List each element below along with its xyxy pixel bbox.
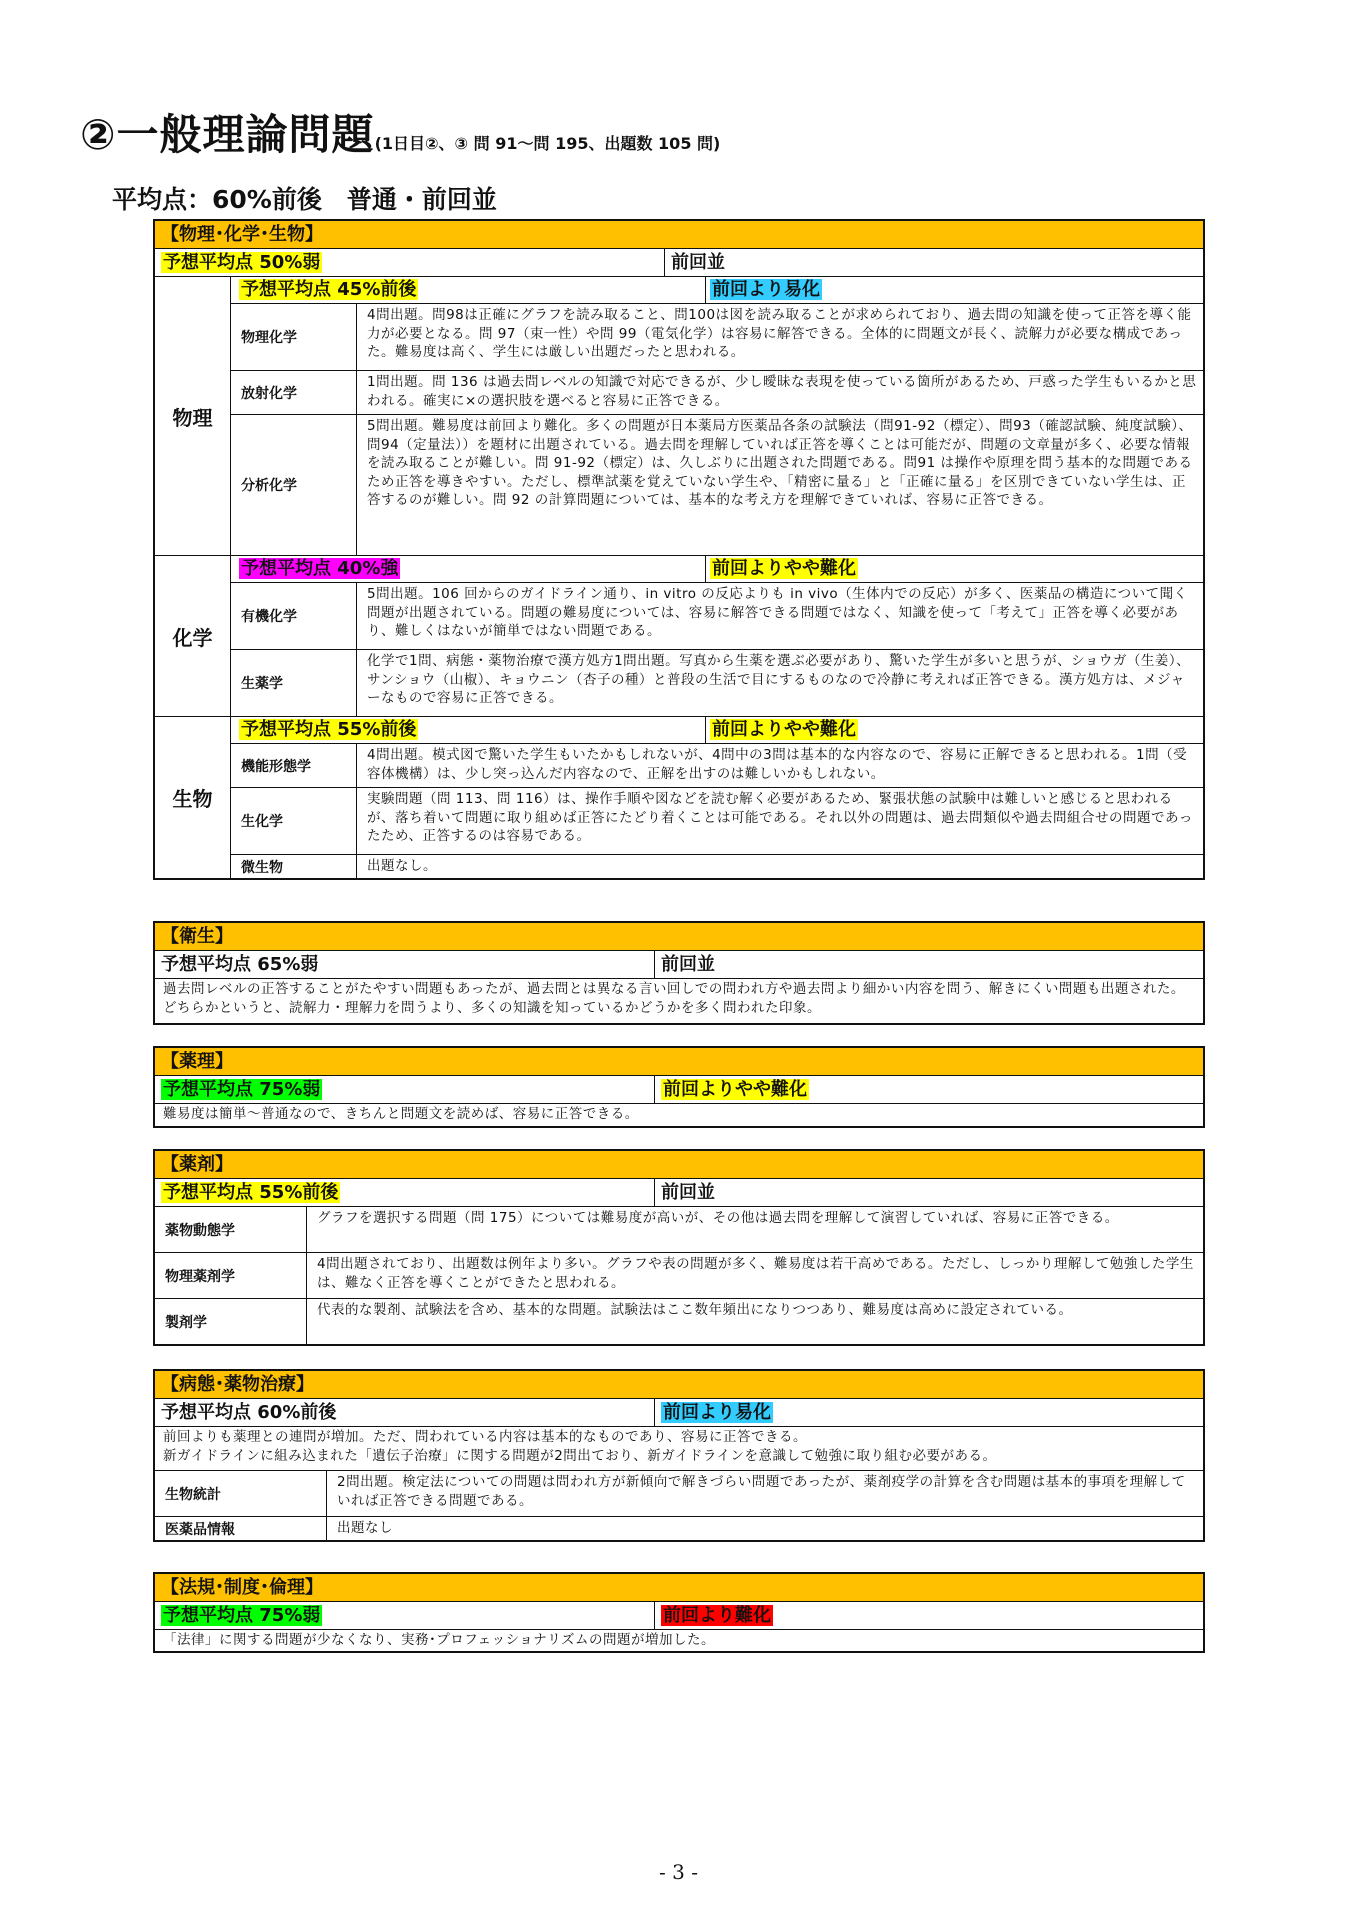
phys-chem-bio-block [153,219,1205,880]
section-summary-row [231,556,1203,582]
block-summary-row [155,248,1203,276]
category-header: 【物理･化学･生物】 [155,221,1203,248]
comment-line: 新ガイドラインに組み込まれた「遺伝子治療」に関する問題が2問出ており、新ガイドラインを意識して勉強に取り組む必要がある。 [163,1448,997,1464]
comparison: 前回より易化 [712,279,820,300]
subject-comment: 2問出題。検定法についての問題は問われ方が新傾向で解きづらい問題であったが、薬剤疫学の計算を含む問題は基本的事項を理解していれば正答できる問題である。 [337,1474,1186,1509]
section-biology [155,716,1203,878]
subject-label: 薬物動態学 [155,1207,307,1252]
subject-row [231,649,1203,716]
category-header: 【衛生】 [155,923,1203,950]
block-comment: 過去問レベルの正答することがたやすい問題もあったが、過去問とは異なる言い回しでの問われ方や過去問より細かい内容を問う、解きにくい問題も出題された。どちらかというと、読解力・理解力を問うより、多くの知識を知っているかどうかを多く問われた印象。 [155,978,1203,1023]
subject-label: 物理化学 [231,304,357,370]
subject-label: 生薬学 [231,650,357,716]
subject-row [155,1206,1203,1252]
subject-row [155,1298,1203,1344]
expected-score: 予想平均点 55%前後 [163,1182,339,1203]
title-main: ②一般理論問題 [80,110,375,159]
comparison: 前回並 [661,1182,715,1203]
subject-comment: 4問出題。模式図で驚いた学生もいたかもしれないが、4問中の3問は基本的な内容なので、容易に正解できると思われる。1問（受容体機構）は、少し突っ込んだ内容なので、正解を出すのは難しいかもしれない。 [367,747,1188,782]
comparison: 前回より易化 [663,1402,771,1423]
law-block [153,1572,1205,1653]
block-summary-row [155,1178,1203,1206]
section-label: 生物 [155,717,231,878]
block-summary-row [155,950,1203,978]
subject-label: 微生物 [231,855,357,878]
block-summary-row [155,1601,1203,1629]
comparison: 前回並 [671,252,725,273]
block-summary-row [155,1398,1203,1426]
subject-label: 機能形態学 [231,744,357,787]
expected-score: 予想平均点 75%弱 [163,1605,321,1626]
category-header: 【病態･薬物治療】 [155,1371,1203,1398]
subject-comment: 化学で1問、病態・薬物治療で漢方処方1問出題。写真から生薬を選ぶ必要があり、驚いた学生が多いと思うが、ショウガ（生姜）、サンショウ（山椒）、キョウニン（杏子の種）と普段の生活で目にするものなので冷静に考えれば正答できる。漢方処方は、メジャーなもので容易に正答できる。 [367,653,1191,707]
page-number: - 3 - [659,1860,698,1884]
subject-comment: 出題なし。 [367,858,437,874]
section-label: 物理 [155,277,231,555]
section-chemistry [155,555,1203,716]
expected-score: 予想平均点 60%前後 [155,1399,655,1426]
subject-comment: 4問出題されており、出題数は例年より多い。グラフや表の問題が多く、難易度は若干高めである。ただし、しっかり理解して勉強した学生は、難なく正答を導くことができたと思われる。 [317,1256,1194,1291]
subject-label: 分析化学 [231,415,357,555]
subject-row [231,743,1203,787]
comparison: 前回並 [661,954,715,975]
subject-comment: 実験問題（問 113、問 116）は、操作手順や図などを読む解く必要があるため、緊張状態の試験中は難しいと感じると思われるが、落ち着いて問題に取り組めば正答にたどり着くことは可能である。それ以外の問題は、過去問類似や過去問組合せの問題であったため、正答するのは容易である。 [367,791,1193,845]
pharmaceutics-block [153,1149,1205,1346]
subject-row [231,303,1203,370]
comparison: 前回より難化 [663,1605,771,1626]
expected-score: 予想平均点 45%前後 [241,279,417,300]
subject-row [231,854,1203,878]
section-summary-row [231,277,1203,303]
expected-score: 予想平均点 40%強 [241,558,399,579]
subject-label: 生物統計 [155,1471,327,1516]
block-summary-row [155,1075,1203,1103]
subject-label: 製剤学 [155,1299,307,1344]
subject-label: 生化学 [231,788,357,854]
comment-line: 前回よりも薬理との連問が増加。ただ、問われている内容は基本的なものであり、容易に正答できる。 [163,1429,807,1445]
expected-score: 予想平均点 65%弱 [155,951,655,978]
subject-row [155,1516,1203,1540]
pharmacology-block [153,1046,1205,1128]
block-comment [155,1426,1203,1470]
subject-row [231,414,1203,555]
overall-average: 平均点：60%前後 普通・前回並 [112,185,497,214]
subject-comment: グラフを選択する問題（問 175）については難易度が高いが、その他は過去問を理解して演習していれば、容易に正答できる。 [317,1210,1119,1226]
block-comment: 難易度は簡単〜普通なので、きちんと問題文を読めば、容易に正答できる。 [155,1103,1203,1126]
subject-comment: 1問出題。問 136 は過去問レベルの知識で対応できるが、少し曖昧な表現を使っている箇所があるため、戸惑った学生もいるかと思われる。確実に×の選択肢を選べると容易に正答できる。 [367,374,1197,409]
comparison: 前回よりやや難化 [712,558,856,579]
subject-row [231,582,1203,649]
comparison: 前回よりやや難化 [712,719,856,740]
subject-row [155,1252,1203,1298]
expected-score: 予想平均点 75%弱 [163,1079,321,1100]
section-physics [155,276,1203,555]
subject-comment: 出題なし [337,1520,393,1536]
hygiene-block [153,921,1205,1025]
subject-label: 有機化学 [231,583,357,649]
subject-comment: 代表的な製剤、試験法を含め、基本的な問題。試験法はここ数年頻出になりつつあり、難易度は高めに設定されている。 [317,1302,1073,1318]
subject-comment: 5問出題。難易度は前回より難化。多くの問題が日本薬局方医薬品各条の試験法（問91-92（標定）、問93（確認試験、純度試験）、問94（定量法））を題材に出題されている。過去問を理解していれば正答を導くことは可能だが、問題の文章量が多く、必要な情報を読み取ることが難しい。問 91-92（標定）は、久しぶりに出題された問題である。問91 は操作や原理を問う基本的な問題であるため正答を導きやすい。ただし、標準試薬を覚えていない学生や、「精密に量る」と「正確に量る」を区別できていない学生は、正答するのが難しい。問 92 の計算問題については、基本的な考え方を理解できていれば、容易に正答できる。 [367,418,1193,509]
title-subtitle: (1日目②、③ 問 91〜問 195、出題数 105 問) [374,134,721,153]
subject-comment: 4問出題。問98は正確にグラフを読み取ること、問100は図を読み取ることが求められており、過去問の知識を使って正答を導く能力が必要となる。問 97（束一性）や問 99（電気化学）は容易に解答できる。全体的に問題文が長く、読解力が必要な構成であった。難易度は高く、学生には厳しい出題だったと思われる。 [367,307,1192,361]
category-header: 【薬理】 [155,1048,1203,1075]
subject-row [231,787,1203,854]
block-comment: 「法律」に関する問題が少なくなり、実務･プロフェッショナリズムの問題が増加した。 [155,1629,1203,1651]
page-title [80,102,720,162]
category-header: 【法規･制度･倫理】 [155,1574,1203,1601]
subject-row [155,1470,1203,1516]
subject-label: 放射化学 [231,371,357,414]
section-summary-row [231,717,1203,743]
subject-label: 物理薬剤学 [155,1253,307,1298]
expected-score: 予想平均点 50%弱 [163,252,321,273]
subject-comment: 5問出題。106 回からのガイドライン通り、in vitro の反応よりも in vivo（生体内での反応）が多く、医薬品の構造について聞く問題が出題されている。問題の難易度については、容易に解答できる問題ではなく、知識を使って「考えて」正答を導く必要があり、難しくはないが簡単ではない問題である。 [367,586,1188,640]
pathology-block [153,1369,1205,1542]
expected-score: 予想平均点 55%前後 [241,719,417,740]
section-label: 化学 [155,556,231,716]
comparison: 前回よりやや難化 [663,1079,807,1100]
category-header: 【薬剤】 [155,1151,1203,1178]
subject-label: 医薬品情報 [155,1517,327,1540]
subject-row [231,370,1203,414]
